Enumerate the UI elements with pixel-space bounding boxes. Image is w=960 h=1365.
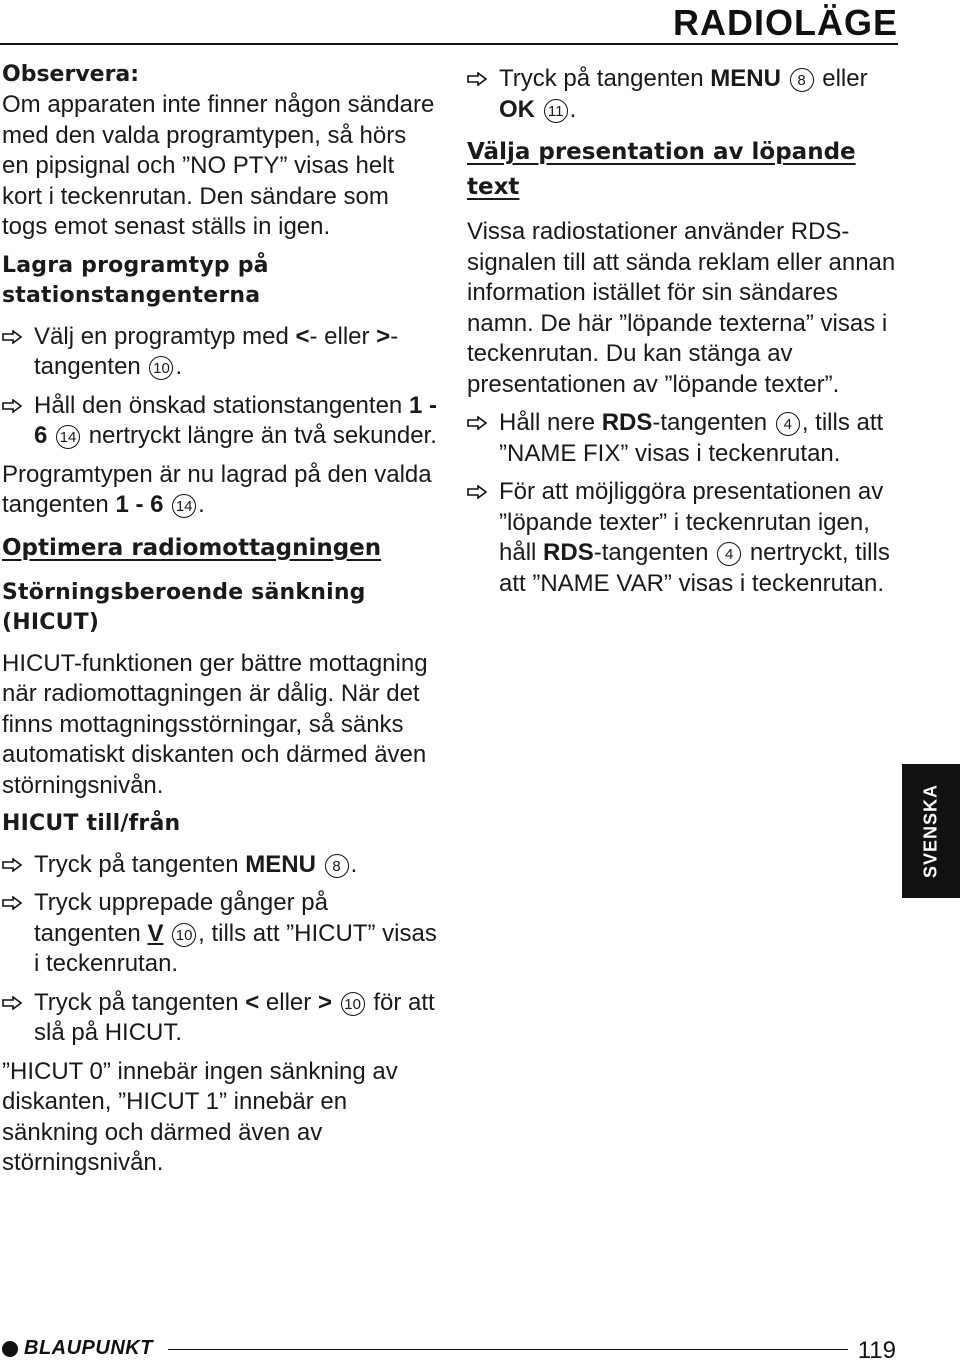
arrow-right-icon bbox=[467, 64, 499, 94]
key-number-badge: 14 bbox=[56, 425, 80, 449]
key-number-badge: 10 bbox=[172, 923, 196, 947]
store-step-1: Välj en programtyp med <- eller >-tangenten 10 . bbox=[2, 322, 437, 383]
arrow-right-icon bbox=[2, 988, 34, 1018]
key-number-badge: 10 bbox=[341, 992, 365, 1016]
arrow-right-icon bbox=[467, 408, 499, 438]
arrow-right-icon bbox=[2, 322, 34, 352]
brand-name: BLAUPUNKT bbox=[24, 1337, 153, 1359]
select-heading: Välja presentation av löpande text bbox=[467, 139, 856, 200]
optimize-heading: Optimera radiomottagningen bbox=[2, 534, 382, 561]
name-var-step: För att möjliggöra presentationen av ”löpande texter” i teckenrutan igen, håll RDS-tangenten 4 nertryckt, tills att ”NAME VAR” visas i teckenrutan. bbox=[467, 477, 907, 599]
key-number-badge: 4 bbox=[717, 542, 741, 566]
select-text: Vissa radiostationer använder RDS-signalen till att sända reklam eller annan information istället för sin sändares namn. De här ”löpande texterna” visas i teckenrutan. Du kan stänga av presentationen av ”löpande texter”. bbox=[467, 218, 896, 398]
menu-step: Tryck på tangenten MENU 8 eller OK 11 . bbox=[467, 64, 907, 125]
observe-text: Om apparaten inte finner någon sändare med den valda programtypen, så hörs en pipsignal och ”NO PTY” visas helt kort i teckenrutan. Den sändare som togs emot senast ställs in igen. bbox=[2, 91, 435, 240]
store-result: Programtypen är nu lagrad på den valda tangenten 1 - 6 14 . bbox=[2, 460, 432, 518]
logo-dot-icon bbox=[2, 1341, 18, 1357]
language-tab-label: SVENSKA bbox=[920, 783, 941, 879]
hicut-text: HICUT-funktionen ger bättre mottagning när radiomottagningen är dålig. När det finns mottagningsstörningar, så sänks automatiskt diskanten och därmed även störningsnivån. bbox=[2, 649, 428, 799]
name-fix-step: Håll nere RDS-tangenten 4 , tills att ”NAME FIX” visas i teckenrutan. bbox=[467, 408, 907, 469]
onoff-step-1: Tryck på tangenten MENU 8 . bbox=[2, 850, 437, 881]
arrow-right-icon bbox=[2, 850, 34, 880]
left-column bbox=[2, 60, 437, 1187]
key-number-badge: 10 bbox=[149, 356, 173, 380]
key-number-badge: 11 bbox=[544, 99, 568, 123]
onoff-step-3: Tryck på tangenten < eller > 10 för att slå på HICUT. bbox=[2, 988, 437, 1049]
arrow-right-icon bbox=[2, 391, 34, 421]
brand-logo bbox=[2, 1337, 153, 1360]
observe-title: Observera: bbox=[2, 62, 140, 87]
page-number: 119 bbox=[857, 1337, 896, 1364]
hicut-heading: Störningsberoende sänkning (HICUT) bbox=[2, 579, 366, 635]
key-number-badge: 8 bbox=[325, 854, 349, 878]
onoff-heading: HICUT till/från bbox=[2, 811, 181, 836]
language-tab bbox=[902, 764, 960, 898]
key-number-badge: 8 bbox=[790, 68, 814, 92]
key-number-badge: 4 bbox=[776, 412, 800, 436]
footer-rule bbox=[168, 1349, 848, 1350]
right-column bbox=[467, 64, 907, 607]
key-number-badge: 14 bbox=[172, 494, 196, 518]
onoff-step-2: Tryck upprepade gånger på tangenten V 10 , tills att ”HICUT” visas i teckenrutan. bbox=[2, 888, 437, 980]
arrow-right-icon bbox=[467, 477, 499, 507]
header-rule bbox=[0, 43, 898, 45]
store-step-2: Håll den önskad stationstangenten 1 - 6 14 nertryckt längre än två sekunder. bbox=[2, 391, 437, 452]
store-heading: Lagra programtyp på stationstangenterna bbox=[2, 252, 269, 308]
down-key-icon: V bbox=[147, 919, 164, 947]
arrow-right-icon bbox=[2, 888, 34, 918]
hicut-final-text: ”HICUT 0” innebär ingen sänkning av diskanten, ”HICUT 1” innebär en sänkning och därmed även av störningsnivån. bbox=[2, 1057, 398, 1176]
page-title: RADIOLÄGE bbox=[673, 2, 898, 43]
